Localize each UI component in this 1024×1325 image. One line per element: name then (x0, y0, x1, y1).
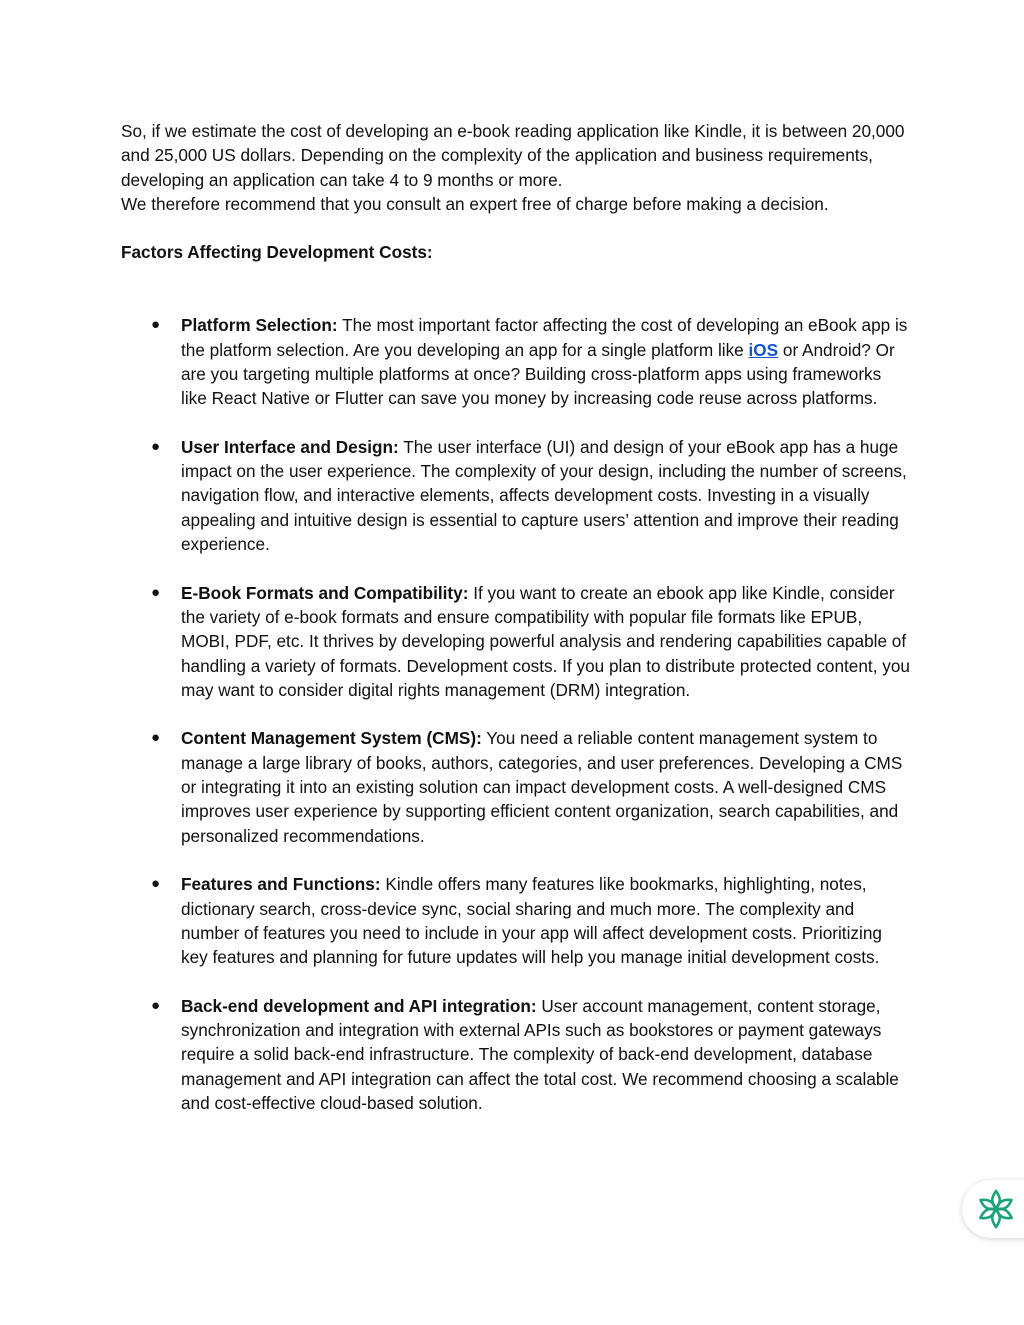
item-text-continued: or Android? Or are you targeting multiple platforms at once? Building cross-platform apps using frameworks like React Native or Flutter can save you money by increasing code reuse across platforms. (181, 339, 895, 409)
assistant-button[interactable] (962, 1180, 1024, 1238)
intro-section (121, 119, 911, 216)
item-text: The most important factor affecting the cost of developing an eBook app is the platform selection. Are you developing an app for a single platform like (181, 315, 908, 360)
item-title: Features and Functions: (181, 874, 381, 895)
bullet-icon: ● (151, 875, 161, 893)
item-text: The user interface (UI) and design of your eBook app has a huge impact on the user experience. The complexity of your design, including the number of screens, navigation flow, and interactive elements, affects development costs. Investing in a visually appealing and intuitive design is essential to capture users’ attention and improve their reading experience. (181, 436, 907, 555)
list-item (121, 726, 911, 847)
item-title: User Interface and Design: (181, 436, 399, 457)
item-title: Content Management System (CMS): (181, 728, 482, 749)
item-title: Back-end development and API integration: (181, 995, 537, 1016)
bullet-icon: ● (151, 729, 161, 747)
item-text: User account management, content storage, synchronization and integration with external APIs such as bookstores or payment gateways require a solid back-end infrastructure. The complexity of back-end development, database management and API integration can affect the total cost. We recommend choosing a scalable and cost-effective cloud-based solution. (181, 995, 899, 1113)
item-text: You need a reliable content management system to manage a large library of books, authors, categories, and user preferences. Developing a CMS or integrating it into an existing solution can impact development costs. A well-designed CMS improves user experience by supporting efficient content organization, search capabilities, and personalized recommendations. (181, 728, 903, 846)
intro-paragraph-1: So, if we estimate the cost of developing an e-book reading application like Kindle, it is between 20,000 and 25,000 US dollars. Depending on the complexity of the application and business requirements, developing an application can take 4 to 9 months or more. (121, 121, 905, 190)
item-text: Kindle offers many features like bookmarks, highlighting, notes, dictionary search, cross-device sync, social sharing and much more. The complexity and number of features you need to include in your app will affect development costs. Prioritizing key features and planning for future updates will help you manage initial development costs. (181, 874, 882, 968)
bullet-icon: ● (151, 437, 161, 455)
section-heading: Factors Affecting Development Costs: (121, 242, 433, 263)
item-text: If you want to create an ebook app like Kindle, consider the variety of e-book formats and ensure compatibility with popular file formats like EPUB, MOBI, PDF, etc. It thrives by developing powerful analysis and rendering capabilities capable of handling a variety of formats. Development costs. If you plan to distribute protected content, you may want to consider digital rights management (DRM) integration. (181, 582, 910, 700)
list-item (121, 581, 911, 702)
ios-link[interactable]: iOS (748, 339, 779, 360)
list-item (121, 994, 911, 1115)
list-item (121, 313, 911, 410)
document-page (121, 119, 911, 1139)
assistant-sparkle-icon (975, 1188, 1017, 1230)
item-title: E-Book Formats and Compatibility: (181, 582, 469, 603)
list-item (121, 872, 911, 969)
intro-paragraph-2: We therefore recommend that you consult an expert free of charge before making a decision. (121, 193, 829, 214)
bullet-icon: ● (151, 583, 161, 601)
bullet-icon: ● (151, 996, 161, 1014)
item-title: Platform Selection: (181, 315, 338, 336)
bullet-icon: ● (151, 316, 161, 334)
list-item (121, 435, 911, 556)
factors-list (121, 313, 911, 1115)
